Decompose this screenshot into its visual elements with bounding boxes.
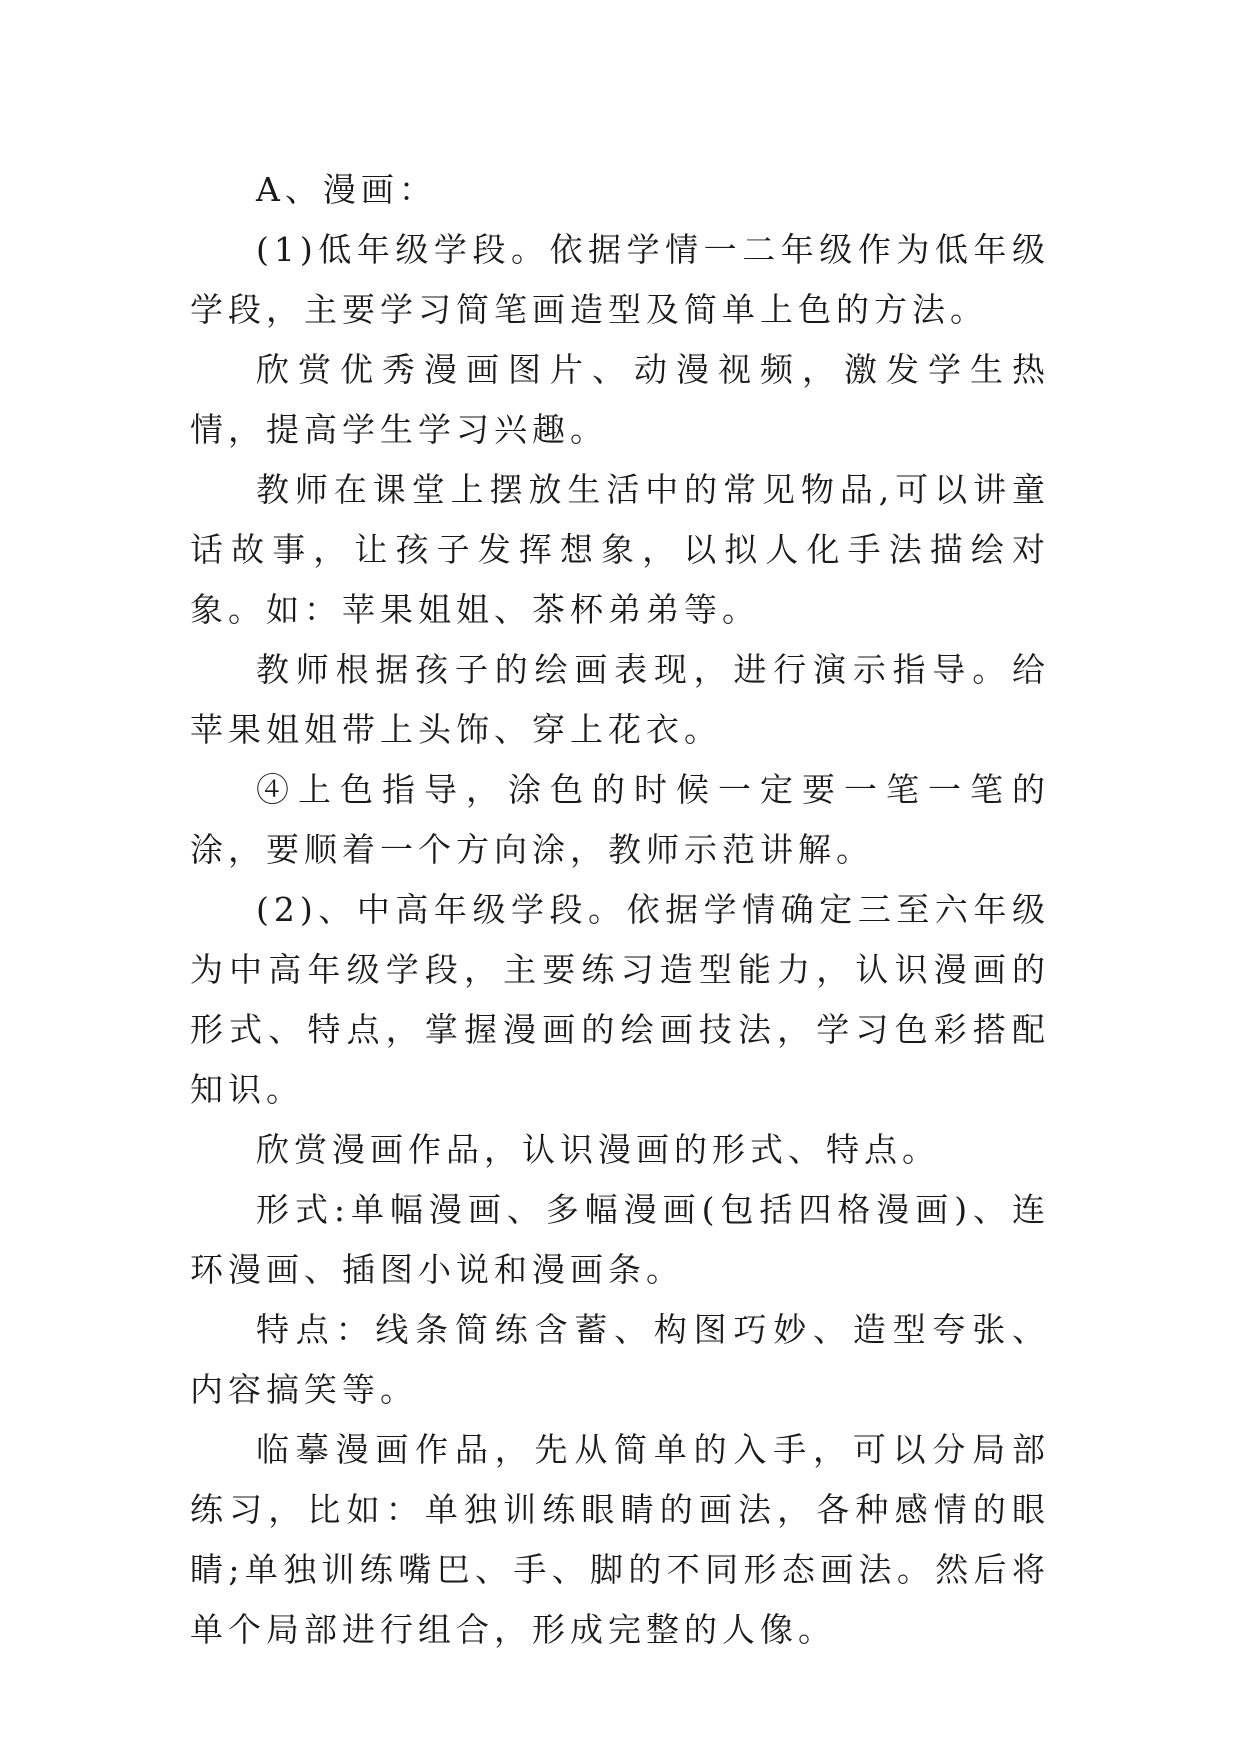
paragraph-forms: 形式:单幅漫画、多幅漫画(包括四格漫画)、连环漫画、插图小说和漫画条。: [190, 1190, 1050, 1289]
paragraph-demonstration: 教师根据孩子的绘画表现，进行演示指导。给苹果姐姐带上头饰、穿上花衣。: [190, 650, 1050, 749]
paragraph-appreciate-works: 欣赏漫画作品，认识漫画的形式、特点。: [256, 1130, 940, 1169]
section-heading-manhua: A、漫画：: [256, 170, 437, 209]
paragraph-upper-grades: (2)、中高年级学段。依据学情确定三至六年级为中高年级学段，主要练习造型能力，认识漫画的形式、特点，掌握漫画的绘画技法，学习色彩搭配知识。: [190, 890, 1050, 1109]
paragraph-appreciation: 欣赏优秀漫画图片、动漫视频，激发学生热情，提高学生学习兴趣。: [190, 350, 1050, 449]
paragraph-copying-practice: 临摹漫画作品，先从简单的入手，可以分局部练习，比如：单独训练眼睛的画法，各种感情的眼睛;单独训练嘴巴、手、脚的不同形态画法。然后将单个局部进行组合，形成完整的人像。: [190, 1430, 1050, 1649]
paragraph-features: 特点：线条简练含蓄、构图巧妙、造型夸张、内容搞笑等。: [190, 1310, 1050, 1409]
paragraph-classroom-objects: 教师在课堂上摆放生活中的常见物品,可以讲童话故事，让孩子发挥想象，以拟人化手法描绘对象。如：苹果姐姐、茶杯弟弟等。: [190, 470, 1050, 629]
paragraph-lower-grades: (1)低年级学段。依据学情一二年级作为低年级学段，主要学习简笔画造型及简单上色的方法。: [190, 230, 1050, 329]
document-body: [190, 160, 1050, 1660]
paragraph-coloring-guidance: ④上色指导，涂色的时候一定要一笔一笔的涂，要顺着一个方向涂，教师示范讲解。: [190, 770, 1050, 869]
